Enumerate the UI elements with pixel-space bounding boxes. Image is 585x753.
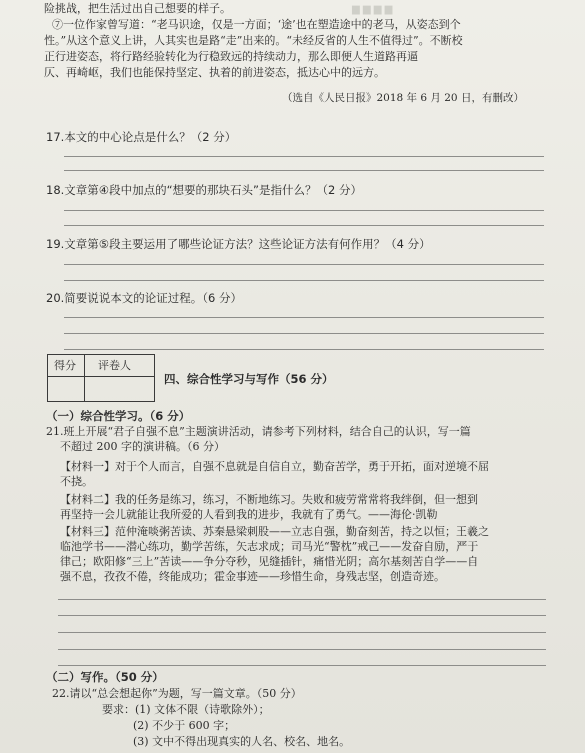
question-19: 19.文章第⑤段主要运用了哪些论证方法？这些论证方法有何作用？（4 分） (46, 237, 431, 251)
passage-line: 仄、再崎岖，我们也能保持坚定、执着的前进姿态，抵达心中的远方。 (44, 66, 385, 79)
requirement: 要求：(1) 文体不限（诗歌除外）； (102, 703, 270, 716)
material-1: 【材料一】对于个人而言，自强不息就是自信自立，勤奋苦学，勇于开拓，面对逆境不屈 (60, 460, 489, 473)
source-citation: （选自《人民日报》2018 年 6 月 20 日，有删改） (282, 92, 524, 104)
answer-line[interactable] (64, 264, 544, 265)
answer-line[interactable] (64, 349, 544, 350)
material-2: 再坚持一会儿就能让我所爱的人看到我的进步，我就有了勇气。——海伦·凯勒 (60, 508, 438, 521)
table-divider (48, 376, 154, 377)
subsection-2-heading: （二）写作。（50 分） (46, 670, 164, 684)
passage-line: 正行进姿态，将行路经验转化为行稳致远的持续动力，那么即便人生道路再逼 (44, 50, 418, 63)
answer-line[interactable] (58, 665, 546, 666)
answer-line[interactable] (64, 156, 544, 157)
answer-line[interactable] (58, 649, 546, 650)
answer-line[interactable] (64, 333, 544, 334)
answer-line[interactable] (58, 632, 546, 633)
requirement: (2) 不少于 600 字； (133, 719, 236, 732)
grader-header: 评卷人 (98, 359, 131, 372)
question-18: 18.文章第④段中加点的“想要的那块石头”是指什么？（2 分） (46, 183, 362, 197)
answer-line[interactable] (58, 599, 546, 600)
material-2: 【材料二】我的任务是练习，练习，不断地练习。失败和疲劳常常将我绊倒，但一想到 (60, 493, 478, 506)
material-3: 临池学书——潜心练功，勤学苦练，矢志求成；司马光“警枕”戒己——发奋自励，严于 (60, 540, 479, 553)
material-3: 强不息，孜孜不倦，终能成功；霍金事迹——珍惜生命，身残志坚，创造奇迹。 (60, 570, 445, 583)
section-4-heading: 四、综合性学习与写作（56 分） (164, 372, 334, 386)
answer-line[interactable] (64, 210, 544, 211)
question-17: 17.本文的中心论点是什么？（2 分） (46, 130, 237, 144)
question-21: 不超过 200 字的演讲稿。（6 分） (60, 440, 225, 453)
answer-line[interactable] (58, 615, 546, 616)
material-1: 不挠。 (60, 475, 93, 488)
requirement: (3) 文中不得出现真实的人名、校名、地名。 (133, 735, 351, 748)
question-22: 22.请以“总会想起你”为题，写一篇文章。（50 分） (52, 687, 302, 700)
bleed-through-text: ▆ ▆ ▆ ▆ (352, 4, 393, 15)
passage-line: ⑦一位作家曾写道：“老马识途，仅是一方面；‘途’也在塑造途中的老马，从姿态到个 (52, 18, 461, 31)
answer-line[interactable] (64, 225, 544, 226)
question-20: 20.简要说说本文的论证过程。（6 分） (46, 291, 243, 305)
score-header: 得分 (54, 359, 76, 372)
question-21: 21.班上开展“君子自强不息”主题演讲活动，请参考下列材料，结合自己的认识，写一篇 (46, 425, 471, 438)
passage-line: 性。”从这个意义上讲，人其实也是路“走”出来的。“未经反省的人生不值得过”。不断校 (44, 34, 463, 47)
table-divider (84, 355, 85, 401)
score-table (47, 354, 155, 402)
passage-line: 险挑战，把生活过出自己想要的样子。 (44, 2, 231, 15)
material-3: 律己；欧阳修“三上”苦读——争分夺秒，见缝插针，痛惜光阴；高尔基刻苦自学——自 (60, 555, 479, 568)
answer-line[interactable] (64, 317, 544, 318)
answer-line[interactable] (64, 170, 544, 171)
material-3: 【材料三】范仲淹啖粥苦读、苏秦悬梁刺股——立志自强，勤奋刻苦，持之以恒；王羲之 (60, 525, 489, 538)
answer-line[interactable] (64, 280, 544, 281)
subsection-1-heading: （一）综合性学习。（6 分） (46, 409, 191, 423)
